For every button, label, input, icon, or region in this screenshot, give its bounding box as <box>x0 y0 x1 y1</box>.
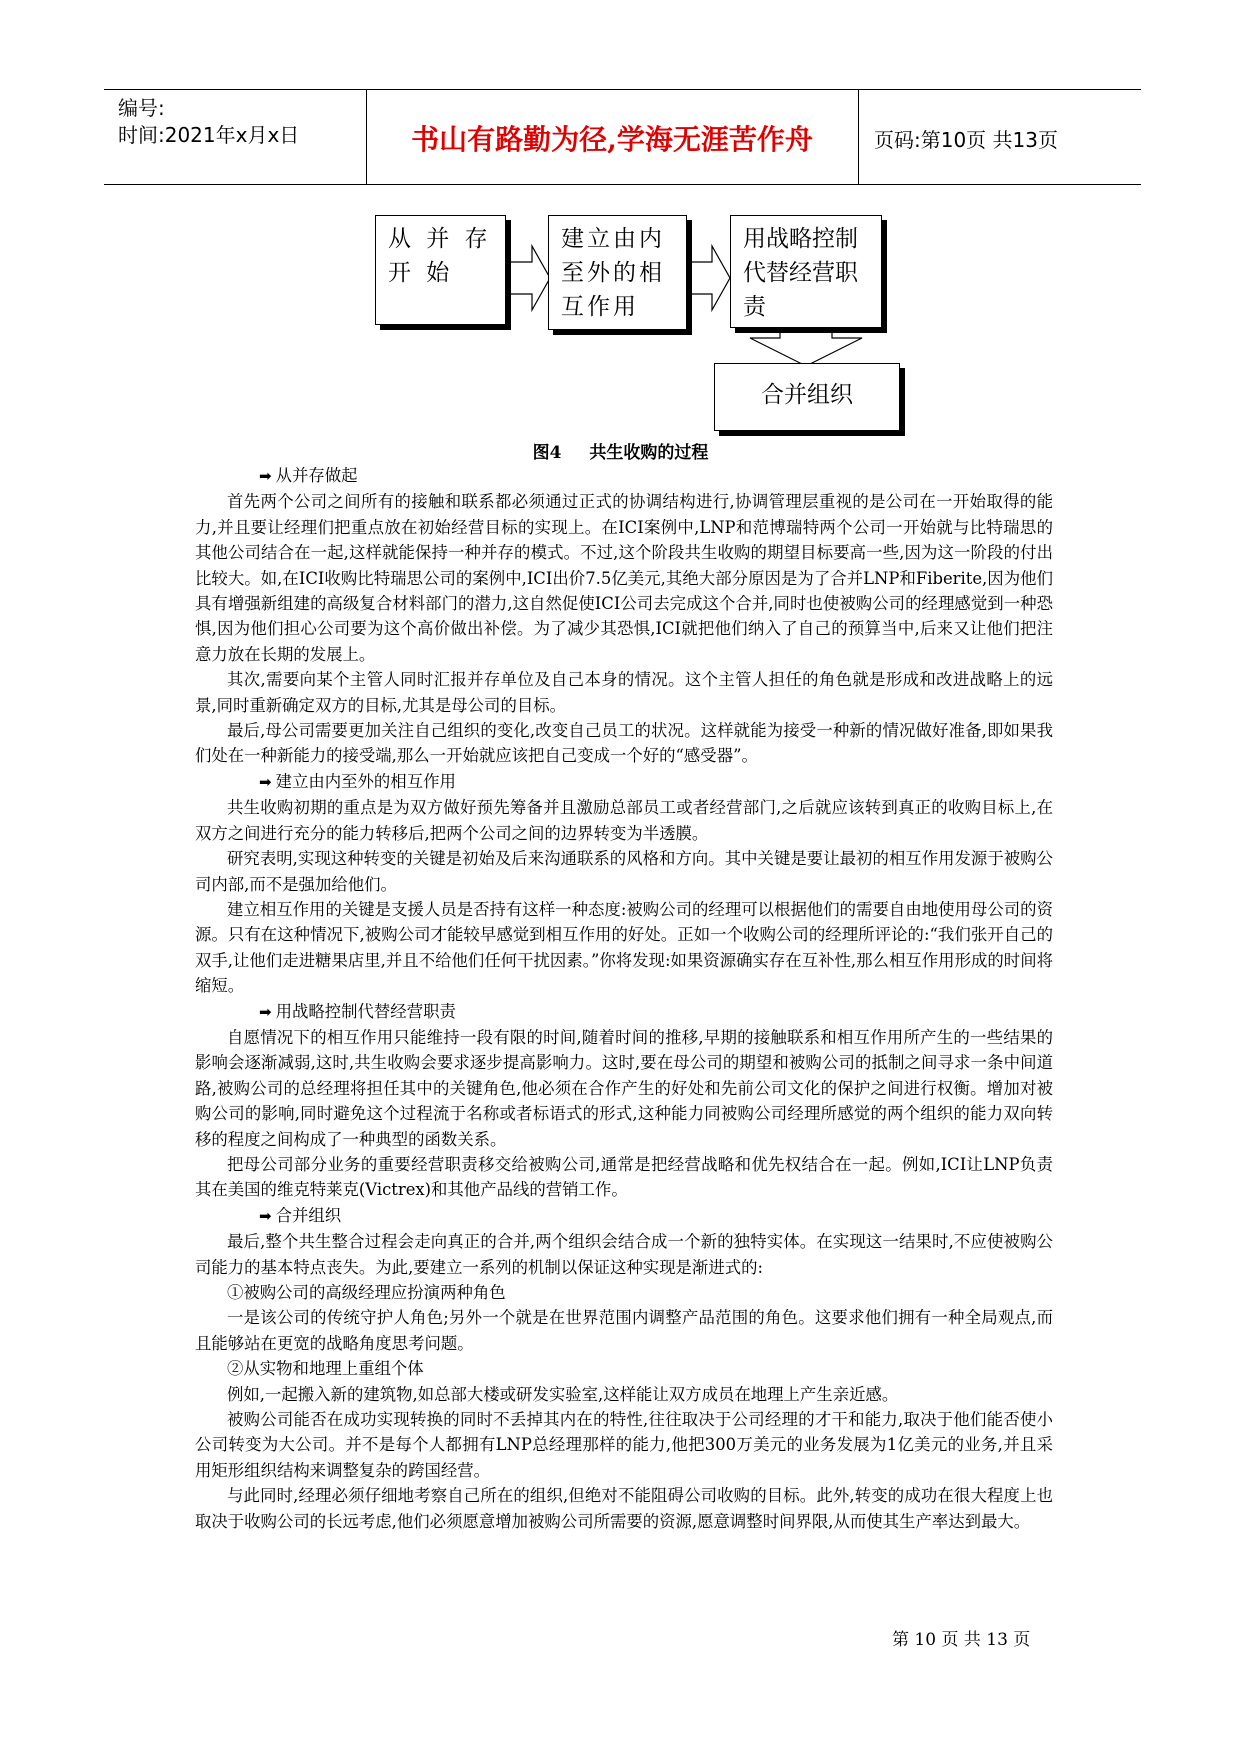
section-heading <box>195 1203 1053 1229</box>
subheading: ②从实物和地理上重组个体 <box>227 1359 424 1379</box>
figure-number: 图4 <box>532 443 562 463</box>
section-heading-text: 合并组织 <box>275 1205 342 1225</box>
flowchart-box-strategic-control <box>730 215 882 328</box>
section-heading <box>195 769 1053 795</box>
paragraph: 共生收购初期的重点是为双方做好预先筹备并且激励总部员工或者经营部门,之后就应该转到真正的收购目标上,在双方之间进行充分的能力转移后,把两个公司之间的边界转变为半透膜。 <box>195 798 1053 843</box>
paragraph: 最后,整个共生整合过程会走向真正的合并,两个组织会结合成一个新的独特实体。在实现这一结果时,不应使被购公司能力的基本特点丧失。为此,要建立一系列的机制以保证这种实现是渐进式的: <box>195 1232 1053 1277</box>
header-motto: 书山有路勤为径,学海无涯苦作舟 <box>411 123 813 156</box>
section-heading <box>195 999 1053 1025</box>
page-footer: 第 10 页 共 13 页 <box>892 1630 1031 1650</box>
flowchart-box-label: 用战略控制代替经营职责 <box>743 226 858 320</box>
arrow-right-icon: ➡ <box>259 772 272 791</box>
document-time-label: 时间:2021年x月x日 <box>118 123 300 147</box>
flowchart-box-label: 建立由内至外的相互作用 <box>561 226 665 320</box>
arrow-right-icon: ➡ <box>259 467 272 485</box>
paragraph: 把母公司部分业务的重要经营职责移交给被购公司,通常是把经营战略和优先权结合在一起。例如,ICI让LNP负责其在美国的维克特莱克(Victrex)和其他产品线的营销工作。 <box>195 1154 1053 1200</box>
paragraph: 自愿情况下的相互作用只能维持一段有限的时间,随着时间的推移,早期的接触联系和相互作用所产生的一些结果的影响会逐渐减弱,这时,共生收购会要求逐步提高影响力。这时,要在母公司的期望和被购公司的抵制之间寻求一条中间道路,被购公司的总经理将担任其中的关键角色,他必须在合作产生的好处和先前公司文化的保护之间进行权衡。增加对被购公司的影响,同时避免这个过程流于名称或者标语式的形式,这种能力同被购公司经理所感觉的两个组织的能力双向转移的程度之间构成了一种典型的函数关系。 <box>195 1027 1053 1149</box>
flow-arrow-icon <box>750 327 862 366</box>
subheading: ①被购公司的高级经理应扮演两种角色 <box>227 1283 506 1302</box>
section-heading <box>195 463 1053 489</box>
section-heading-text: 用战略控制代替经营职责 <box>275 1001 456 1021</box>
paragraph: 最后,母公司需要更加关注自己组织的变化,改变自己员工的状况。这样就能为接受一种新的情况做好准备,即如果我们处在一种新能力的接受端,那么一开始就应该把自己变成一个好的“感受器”。 <box>195 721 1053 766</box>
flow-arrow-icon <box>506 246 550 310</box>
paragraph: 被购公司能否在成功实现转换的同时不丢掉其内在的特性,往往取决于公司经理的才干和能力,取决于他们能否使小公司转变为大公司。并不是每个人都拥有LNP总经理那样的能力,他把300万美元的业务发展为1亿美元的业务,并且采用矩形组织结构来调整复杂的跨国经营。 <box>195 1410 1053 1480</box>
paragraph: 首先两个公司之间所有的接触和联系都必须通过正式的协调结构进行,协调管理层重视的是公司在一开始取得的能力,并且要让经理们把重点放在初始经营目标的实现上。在ICI案例中,LNP和范博瑞特两个公司一开始就与比特瑞思的其他公司结合在一起,这样就能保持一种并存的模式。不过,这个阶段共生收购的期望目标要高一些,因为这一阶段的付出比较大。如,在ICI收购比特瑞思公司的案例中,ICI出价7.5亿美元,其绝大部分原因是为了合并LNP和Fiberite,因为他们具有增强新组建的高级复合材料部门的潜力,这自然促使ICI公司去完成这个合并,同时也使被购公司的经理感觉到一种恐惧,因为他们担心公司要为这个高价做出补偿。为了减少其恐惧,ICI就把他们纳入了自己的预算当中,后来又让他们把注意力放在长期的发展上。 <box>195 492 1053 664</box>
paragraph: 例如,一起搬入新的建筑物,如总部大楼或研发实验室,这样能让双方成员在地理上产生亲近感。 <box>227 1384 899 1404</box>
flowchart-box-interaction <box>548 215 687 330</box>
flowchart-box-merge <box>714 363 900 431</box>
figure-caption <box>0 438 1241 463</box>
figure-title: 共生收购的过程 <box>589 443 709 463</box>
paragraph: 一是该公司的传统守护人角色;另外一个就是在世界范围内调整产品范围的角色。这要求他们拥有一种全局观点,而且能够站在更宽的战略角度思考问题。 <box>195 1308 1053 1353</box>
flow-arrow-icon <box>686 246 730 310</box>
arrow-right-icon: ➡ <box>259 1002 272 1021</box>
document-number-label: 编号: <box>118 96 165 120</box>
paragraph: 其次,需要向某个主管人同时汇报并存单位及自己本身的情况。这个主管人担任的角色就是形成和改进战略上的远景,同时重新确定双方的目标,尤其是母公司的目标。 <box>195 670 1053 715</box>
flowchart-box-coexist <box>375 215 506 325</box>
flowchart-box-label: 合并组织 <box>761 382 853 408</box>
section-heading-text: 建立由内至外的相互作用 <box>275 771 456 791</box>
paragraph: 与此同时,经理必须仔细地考察自己所在的组织,但绝对不能阻碍公司收购的目标。此外,转变的成功在很大程度上也取决于收购公司的长远考虑,他们必须愿意增加被购公司所需要的资源,愿意调整时间界限,从而使其生产率达到最大。 <box>195 1486 1053 1531</box>
flowchart-box-label: 从 并 存 开 始 <box>388 226 492 286</box>
article-body <box>195 463 1053 1534</box>
arrow-right-icon: ➡ <box>259 1206 272 1225</box>
paragraph: 建立相互作用的关键是支援人员是否持有这样一种态度:被购公司的经理可以根据他们的需要自由地使用母公司的资源。只有在这种情况下,被购公司才能较早感觉到相互作用的好处。正如一个收购公司的经理所评论的:“我们张开自己的双手,让他们走进糖果店里,并且不给他们任何干扰因素。”你将发现:如果资源确实存在互补性,那么相互作用形成的时间将缩短。 <box>195 899 1053 996</box>
section-heading-text: 从并存做起 <box>275 466 358 485</box>
header-page-number: 页码:第10页 共13页 <box>874 128 1058 152</box>
paragraph: 研究表明,实现这种转变的关键是初始及后来沟通联系的风格和方向。其中关键是要让最初的相互作用发源于被购公司内部,而不是强加给他们。 <box>195 849 1053 894</box>
